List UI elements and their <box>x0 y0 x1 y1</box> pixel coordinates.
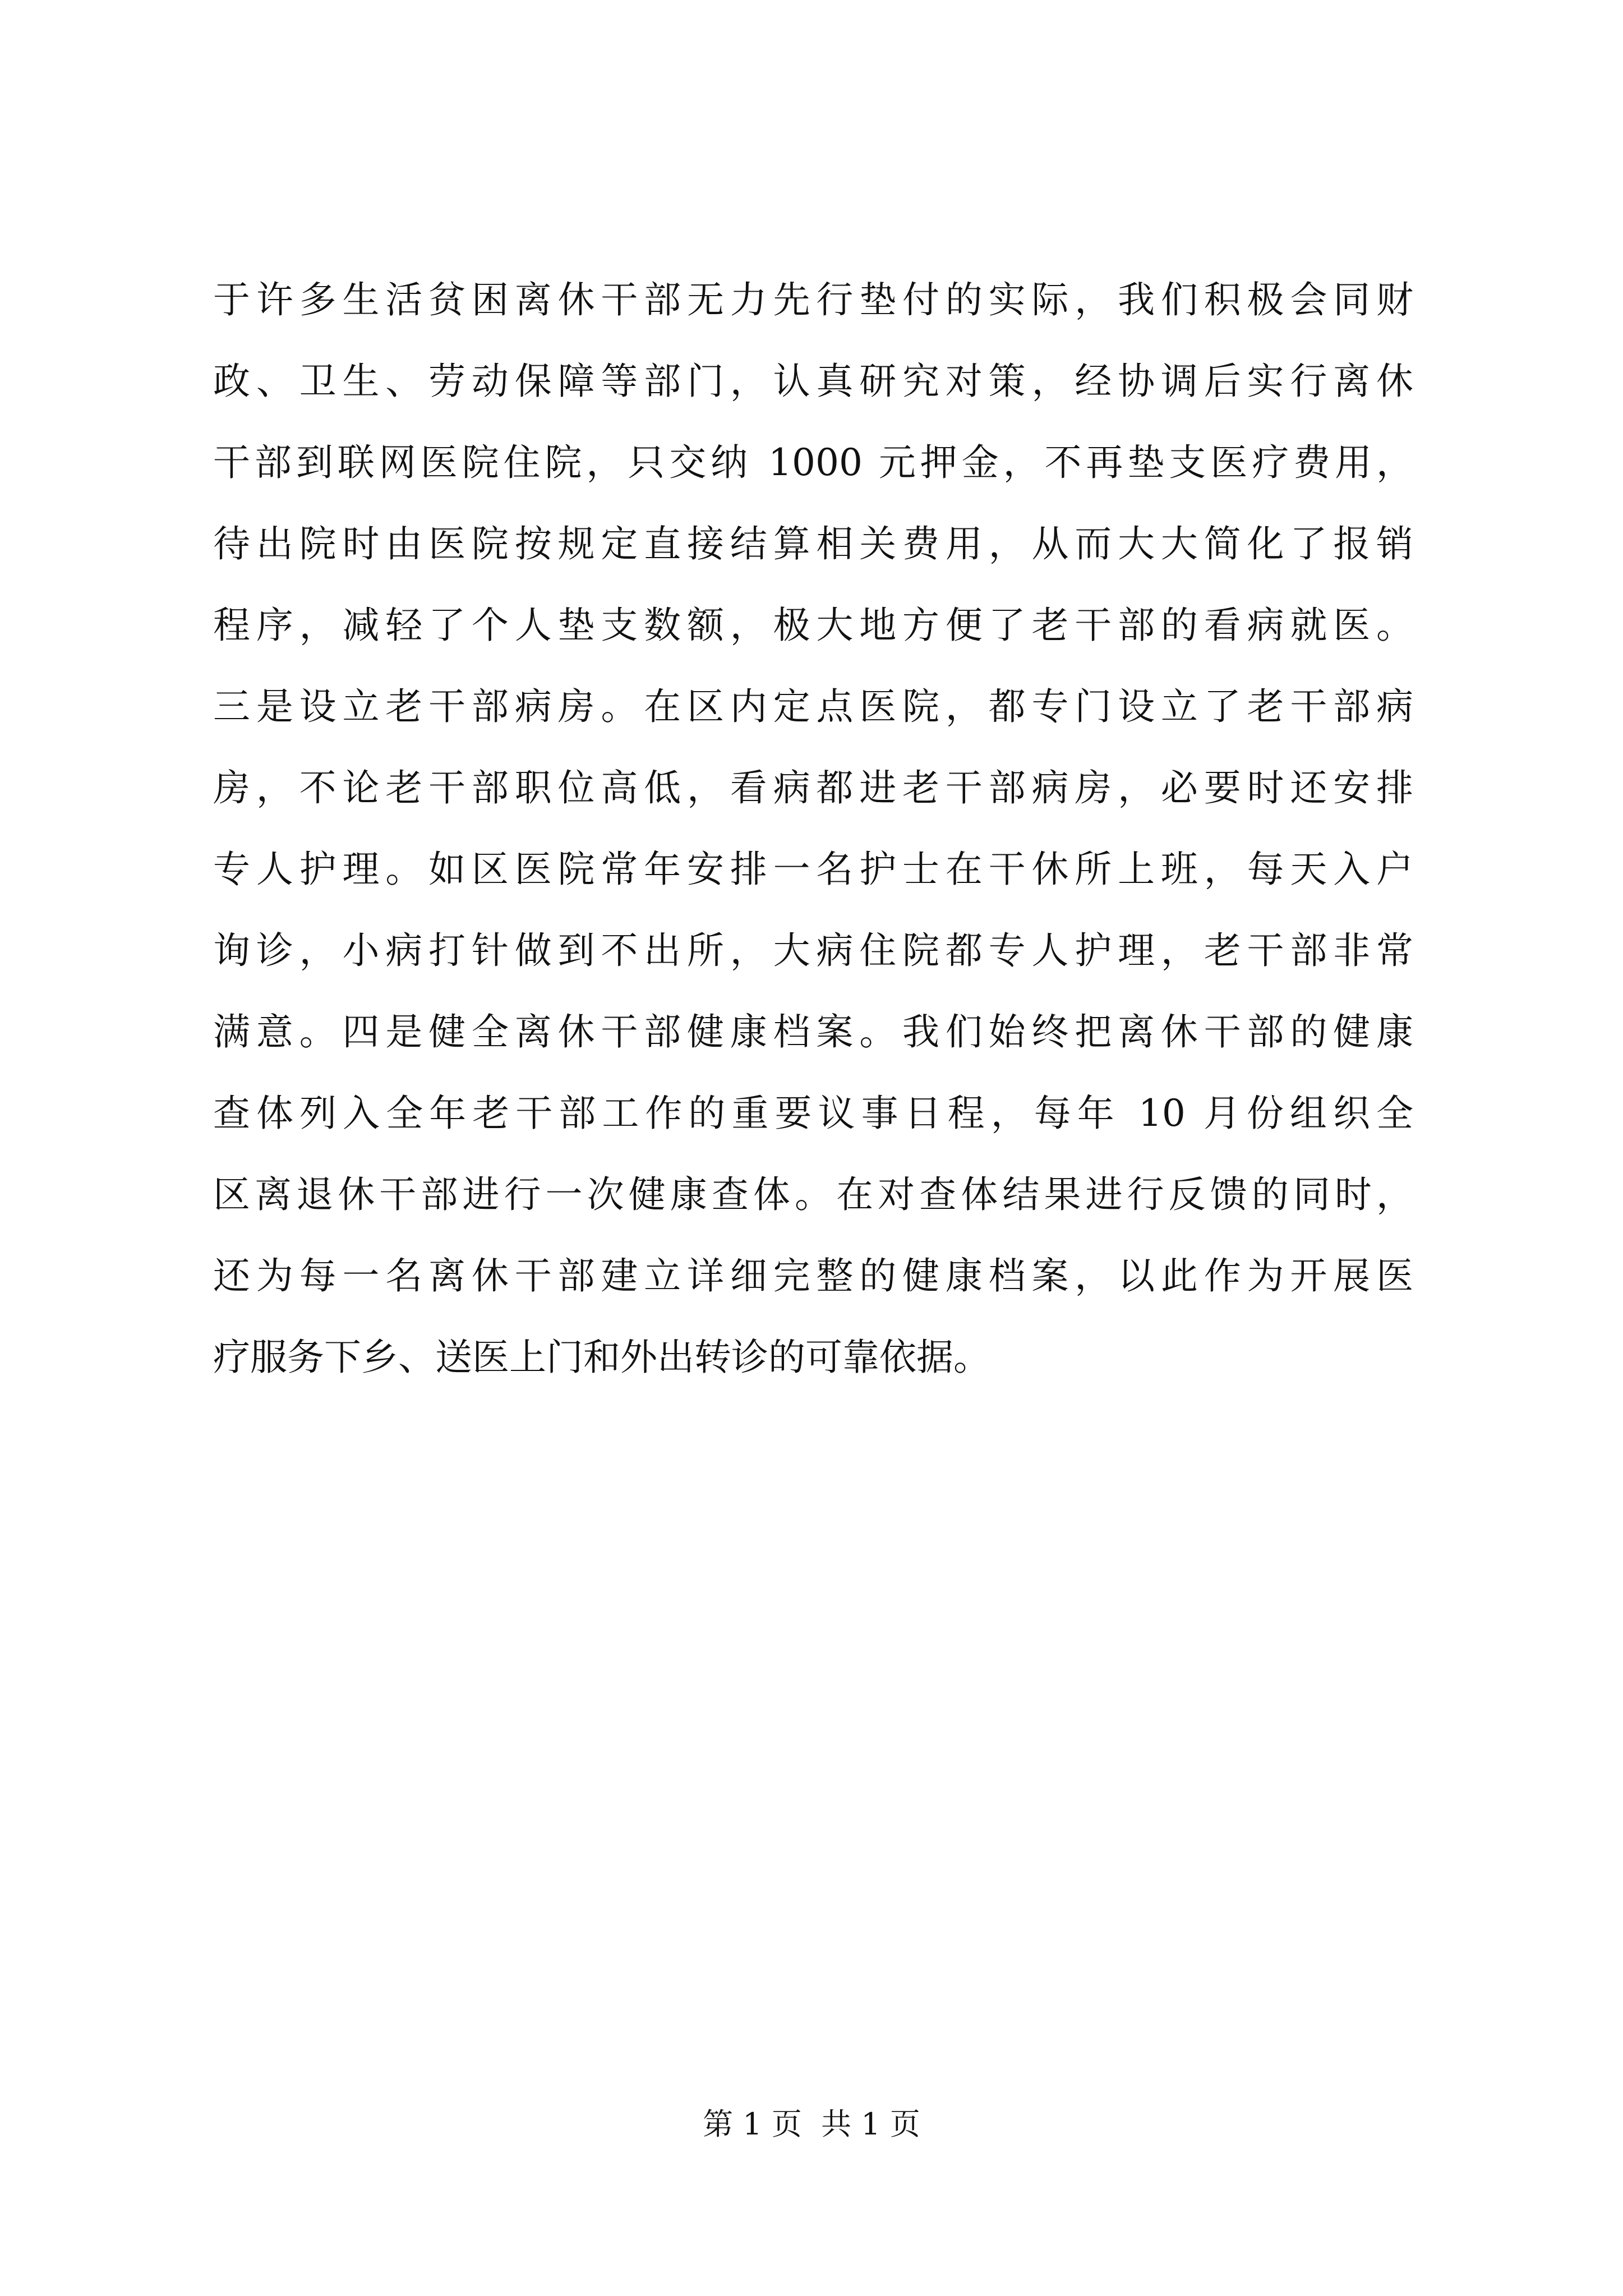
text-line: 满意。四是健全离休干部健康档案。我们始终把离休干部的健康 <box>213 1010 1413 1053</box>
text-line: 干部到联网医院住院，只交纳 1000 元押金，不再垫支医疗费用， <box>213 441 1413 484</box>
text-line: 政、卫生、劳动保障等部门，认真研究对策，经协调后实行离休 <box>213 360 1413 403</box>
page-number: 第 1 页 共 1 页 <box>703 2106 920 2142</box>
text-line: 疗服务下乡、送医上门和外出转诊的可靠依据。 <box>213 1336 990 1379</box>
text-line: 三是设立老干部病房。在区内定点医院，都专门设立了老干部病 <box>213 685 1413 728</box>
body-paragraph <box>213 259 1413 1398</box>
text-line: 于许多生活贫困离休干部无力先行垫付的实际，我们积极会同财 <box>213 278 1413 321</box>
text-line: 程序，减轻了个人垫支数额，极大地方便了老干部的看病就医。 <box>213 604 1413 647</box>
text-line: 还为每一名离休干部建立详细完整的健康档案，以此作为开展医 <box>213 1254 1413 1297</box>
text-line: 查体列入全年老干部工作的重要议事日程，每年 10 月份组织全 <box>213 1092 1413 1135</box>
text-line: 房，不论老干部职位高低，看病都进老干部病房，必要时还安排 <box>213 766 1413 809</box>
page-footer <box>0 2105 1623 2144</box>
text-line: 专人护理。如区医院常年安排一名护士在干休所上班，每天入户 <box>213 848 1413 891</box>
text-line: 询诊，小病打针做到不出所，大病住院都专人护理，老干部非常 <box>213 929 1413 972</box>
text-line: 区离退休干部进行一次健康查体。在对查体结果进行反馈的同时， <box>213 1173 1413 1216</box>
text-line: 待出院时由医院按规定直接结算相关费用，从而大大简化了报销 <box>213 522 1413 565</box>
